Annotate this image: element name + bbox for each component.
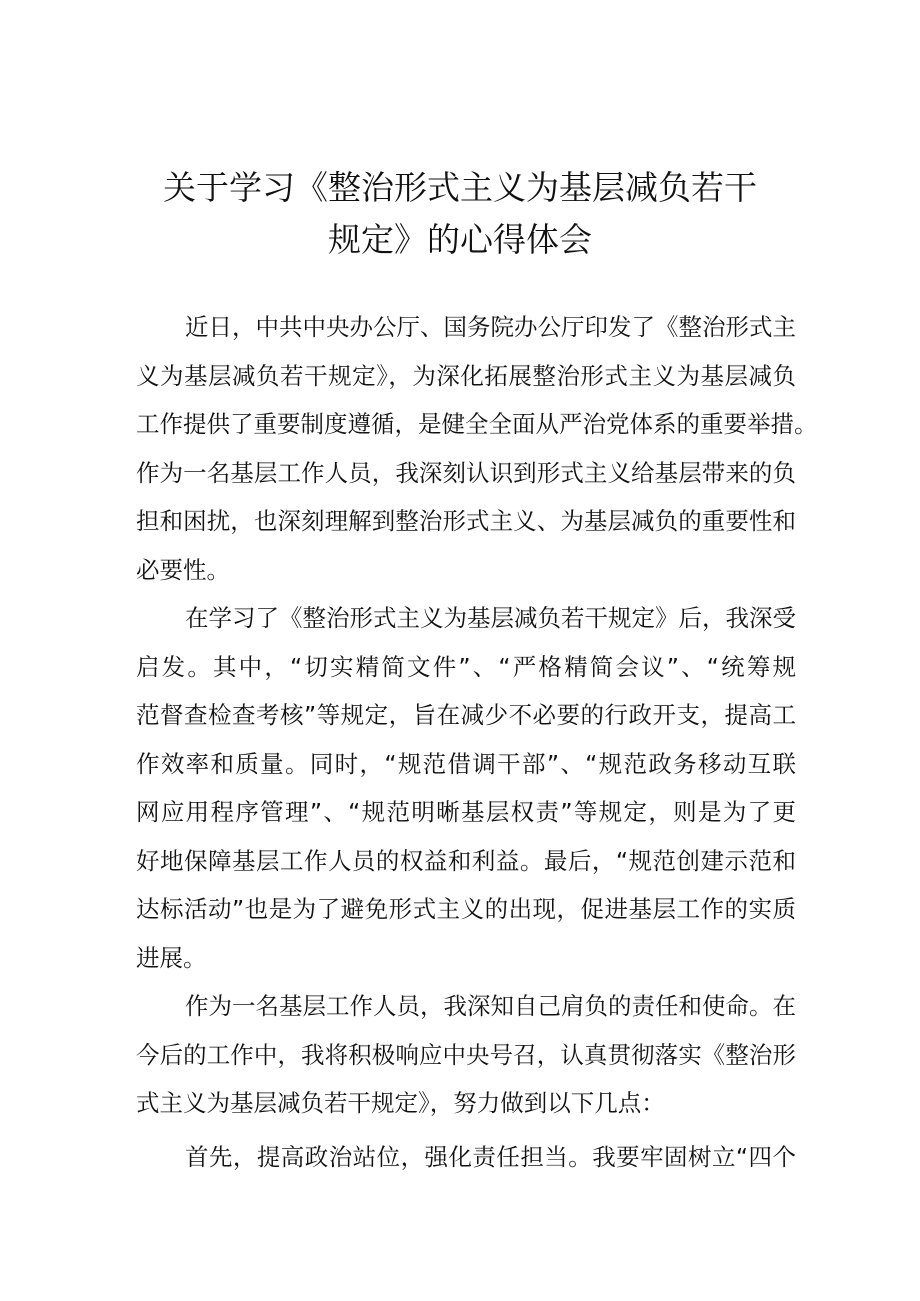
text-line: 达标活动”也是为了避免形式主义的出现，促进基层工作的实质	[136, 895, 796, 923]
text-line: 作效率和质量。同时，“规范借调干部”、“规范政务移动互联	[136, 749, 796, 778]
text-line: 今后的工作中，我将积极响应中央号召，认真贯彻落实《整治形	[136, 1040, 796, 1069]
paragraph-2	[136, 594, 796, 982]
text-line: 必要性。	[136, 555, 230, 584]
text-line: 义为基层减负若干规定》，为深化拓展整治形式主义为基层减负	[136, 361, 796, 390]
title-line: 关于学习《整治形式主义为基层减负若干	[163, 168, 757, 207]
text-line: 近日，中共中央办公厅、国务院办公厅印发了《整治形式主	[185, 313, 796, 341]
text-line: 在学习了《整治形式主义为基层减负若干规定》后，我深受	[185, 604, 796, 632]
text-line: 式主义为基层减负若干规定》，努力做到以下几点：	[136, 1089, 665, 1117]
text-line: 作为一名基层工作人员，我深刻认识到形式主义给基层带来的负	[136, 458, 796, 487]
text-line: 启发。其中，“切实精简文件”、“严格精简会议”、“统筹规	[136, 652, 796, 681]
text-line: 进展。	[136, 943, 207, 972]
text-line: 首先，提高政治站位，强化责任担当。我要牢固树立“四个	[185, 1142, 796, 1171]
paragraph-1	[136, 303, 818, 594]
text-line: 好地保障基层工作人员的权益和利益。最后，“规范创建示范和	[136, 846, 796, 875]
paragraph-4	[136, 1133, 796, 1182]
document-body	[136, 303, 818, 1181]
text-line: 网应用程序管理”、“规范明晰基层权责”等规定，则是为了更	[136, 798, 796, 826]
paragraph-3	[136, 982, 796, 1128]
text-line: 担和困扰，也深刻理解到整治形式主义、为基层减负的重要性和	[136, 507, 796, 535]
text-line: 工作提供了重要制度遵循，是健全全面从严治党体系的重要举措。	[136, 410, 818, 438]
text-line: 范督查检查考核”等规定，旨在减少不必要的行政开支，提高工	[136, 701, 796, 729]
document-title	[120, 162, 800, 266]
text-line: 作为一名基层工作人员，我深知自己肩负的责任和使命。在	[185, 992, 796, 1020]
title-line: 规定》的心得体会	[328, 220, 592, 259]
